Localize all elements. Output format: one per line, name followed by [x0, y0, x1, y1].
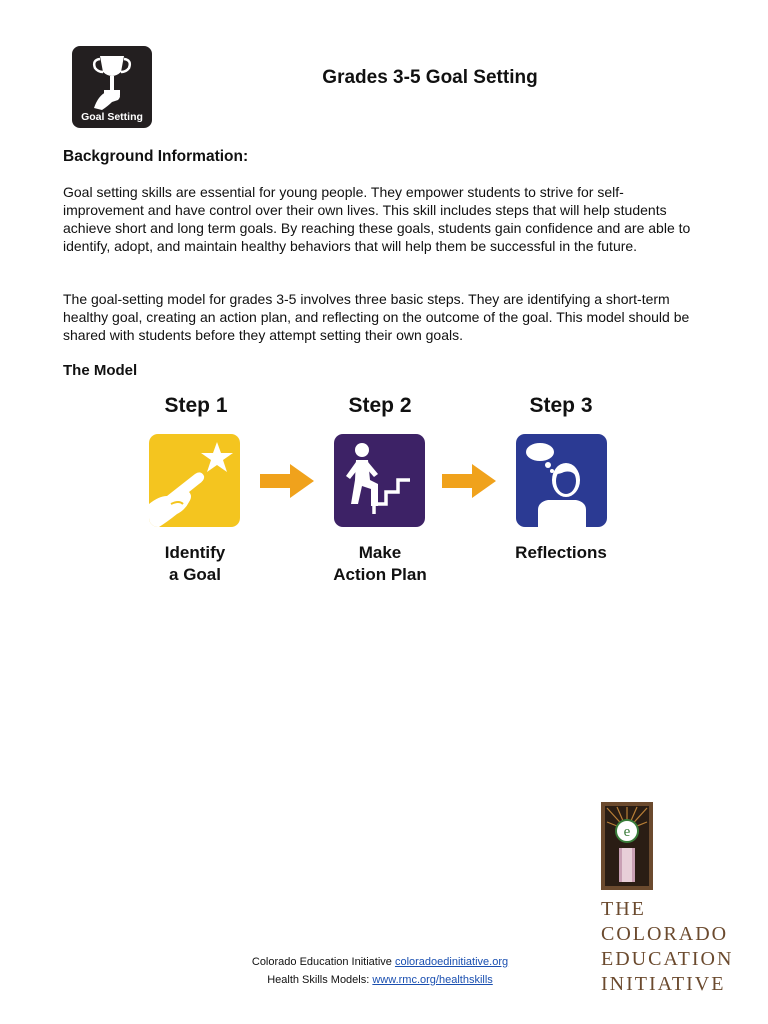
arrow-right-icon — [440, 461, 500, 501]
step-1-title: Step 1 — [164, 394, 228, 417]
brand-line-1: THE — [601, 898, 646, 920]
step-2-title: Step 2 — [348, 394, 412, 417]
footer-org-link[interactable]: coloradoedinitiative.org — [394, 956, 509, 968]
step-2-label-line2: Action Plan — [333, 565, 427, 584]
thinking-person-icon — [516, 434, 607, 527]
trophy-icon — [72, 46, 152, 114]
step-3-label — [486, 542, 636, 564]
footer-models-link[interactable]: www.rmc.org/healthskills — [372, 974, 493, 986]
step-2-label — [305, 542, 455, 586]
arrow-right-icon — [258, 461, 318, 501]
climbing-stairs-icon — [334, 434, 425, 527]
brand-line-4: INITIATIVE — [601, 973, 726, 995]
step-3-tile — [516, 434, 607, 527]
background-heading: Background Information: — [63, 148, 249, 165]
footer-org-name: Colorado Education Initiative — [251, 956, 392, 968]
step-3-label-line1: Reflections — [515, 543, 607, 562]
step-1-label — [120, 542, 270, 586]
step-1-tile — [149, 434, 240, 527]
model-heading: The Model — [63, 362, 138, 379]
badge-label: Goal Setting — [81, 111, 143, 123]
step-2-tile — [334, 434, 425, 527]
step-1-label-line2: a Goal — [169, 565, 221, 584]
step-1-label-line1: Identify — [164, 543, 226, 562]
step-2-label-line1: Make — [358, 543, 402, 562]
cei-logo-icon — [601, 802, 653, 890]
svg-text:e: e — [623, 824, 631, 840]
pointing-star-icon — [149, 434, 240, 527]
background-paragraph-1: Goal setting skills are essential for young people. They empower students to strive for self-improvement and have control over their own lives. This skill includes steps that will help students achieve short and long term goals. By reaching these goals, students gain confidence and are able to identify, adopt, and maintain healthy behaviors that will help them be successful in the future. — [63, 184, 691, 254]
footer-line-2 — [180, 974, 580, 986]
goal-setting-badge — [72, 46, 152, 128]
brand-line-2: COLORADO — [601, 923, 729, 945]
background-paragraph-2: The goal-setting model for grades 3-5 involves three basic steps. They are identifying a short-term healthy goal, creating an action plan, and reflecting on the outcome of the goal. This model should be shared with students before they attempt setting their own goals. — [63, 291, 690, 343]
footer-models-label: Health Skills Models: — [267, 974, 370, 986]
page-title: Grades 3-5 Goal Setting — [322, 67, 538, 88]
brand-line-3: EDUCATION — [601, 948, 734, 970]
footer-line-1 — [180, 956, 580, 968]
step-3-title: Step 3 — [529, 394, 593, 417]
